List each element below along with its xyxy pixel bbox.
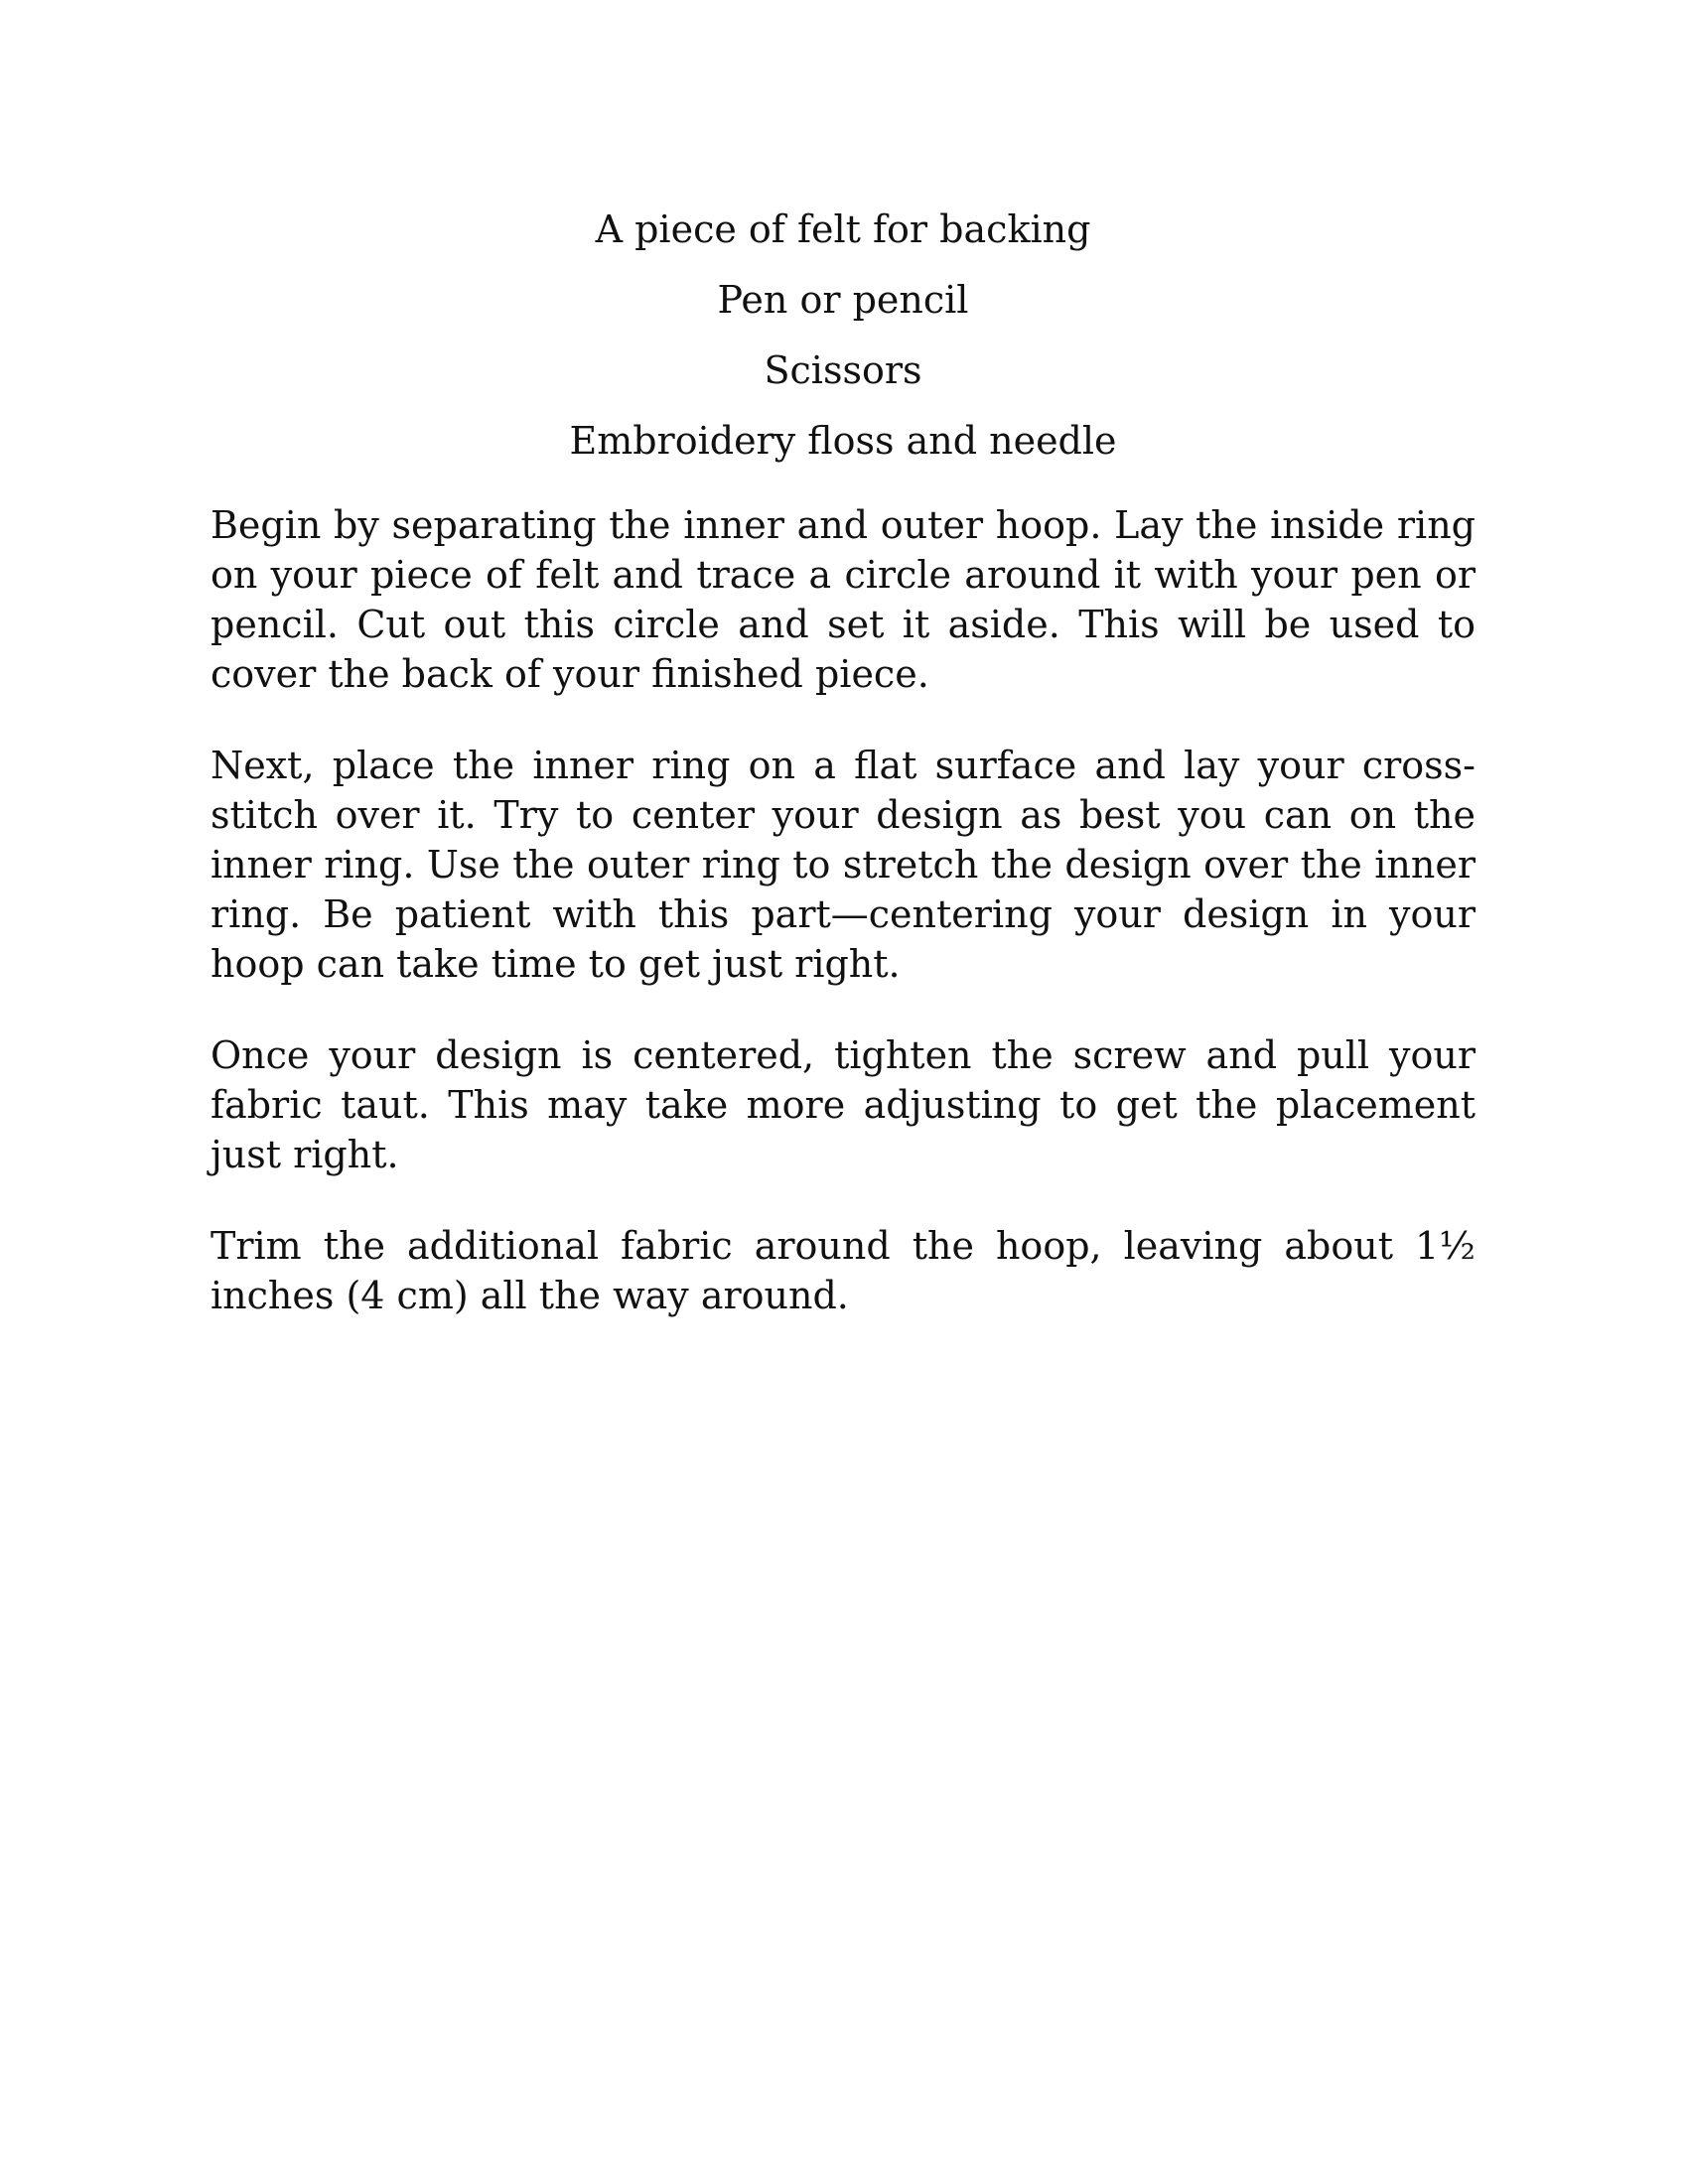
instruction-paragraph: Once your design is centered, tighten the screw and pull your fabric taut. This may take more adjusting to get the placement just right. bbox=[211, 1033, 1476, 1176]
supply-item: A piece of felt for backing bbox=[595, 207, 1091, 251]
supply-item: Pen or pencil bbox=[717, 278, 969, 322]
supply-item: Scissors bbox=[764, 348, 922, 392]
supplies-list bbox=[211, 195, 1476, 477]
supply-item: Embroidery floss and needle bbox=[569, 419, 1117, 463]
instruction-paragraph: Next, place the inner ring on a flat surface and lay your cross-stitch over it. Try to center your design as best you can on the inner ring. Use the outer ring to stretch the design over the inner ring. Be patient with this part—centering your design in your hoop can take time to get just right. bbox=[211, 744, 1476, 986]
instruction-paragraph: Trim the additional fabric around the hoop, leaving about 1½ inches (4 cm) all the way around. bbox=[211, 1224, 1476, 1317]
instruction-paragraph: Begin by separating the inner and outer hoop. Lay the inside ring on your piece of felt and trace a circle around it with your pen or pencil. Cut out this circle and set it aside. This will be used to cover the back of your finished piece. bbox=[211, 503, 1476, 696]
instructions-body bbox=[211, 500, 1476, 1362]
